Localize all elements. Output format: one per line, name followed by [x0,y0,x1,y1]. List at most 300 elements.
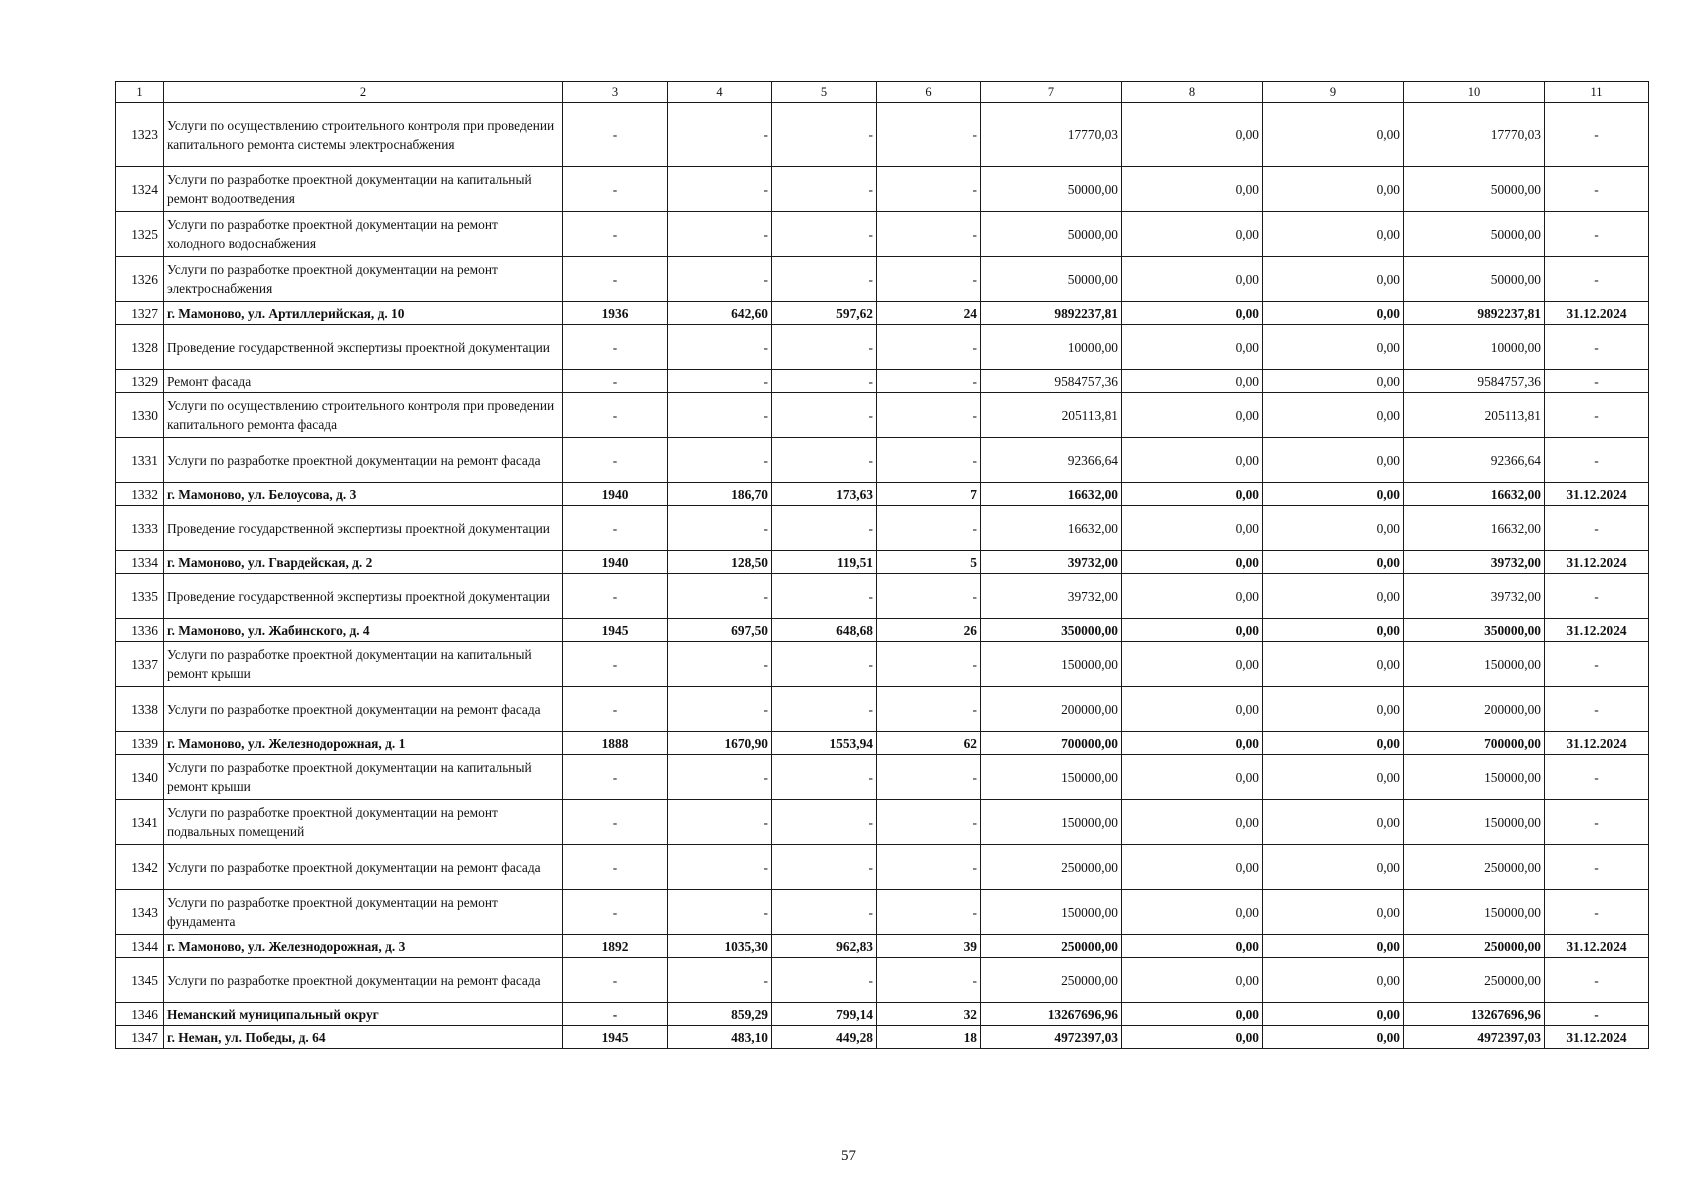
row-number-cell: 1323 [116,103,164,167]
cost-column-10-cell: 17770,03 [1404,103,1545,167]
year-built-cell: - [563,393,668,438]
work-description-cell: Услуги по разработке проектной документации на капитальный ремонт крыши [164,755,563,800]
column-number-8: 8 [1122,82,1263,103]
total-area-cell: - [668,687,772,732]
living-area-cell: - [772,257,877,302]
work-item-row [116,687,1649,732]
column-number-9: 9 [1263,82,1404,103]
living-area-cell: - [772,574,877,619]
total-cost-cell: 10000,00 [981,325,1122,370]
row-number-cell: 1343 [116,890,164,935]
work-item-row [116,958,1649,1003]
work-item-row [116,755,1649,800]
year-built-cell: - [563,1003,668,1026]
cost-column-9-cell: 0,00 [1263,1003,1404,1026]
column-number-7: 7 [981,82,1122,103]
work-description-cell: г. Мамоново, ул. Гвардейская, д. 2 [164,551,563,574]
work-item-row [116,642,1649,687]
cost-column-10-cell: 150000,00 [1404,800,1545,845]
work-description-cell: Услуги по разработке проектной документации на ремонт холодного водоснабжения [164,212,563,257]
work-description-cell: Услуги по разработке проектной документации на ремонт фасада [164,438,563,483]
residents-count-cell: - [877,438,981,483]
living-area-cell: - [772,958,877,1003]
total-area-cell: 697,50 [668,619,772,642]
total-cost-cell: 150000,00 [981,890,1122,935]
residents-count-cell: - [877,167,981,212]
cost-column-10-cell: 39732,00 [1404,551,1545,574]
total-cost-cell: 150000,00 [981,642,1122,687]
row-number-cell: 1338 [116,687,164,732]
cost-column-10-cell: 10000,00 [1404,325,1545,370]
address-row [116,619,1649,642]
residents-count-cell: - [877,370,981,393]
work-item-row [116,325,1649,370]
cost-column-8-cell: 0,00 [1122,551,1263,574]
total-cost-cell: 16632,00 [981,506,1122,551]
completion-date-cell: 31.12.2024 [1545,935,1649,958]
row-number-cell: 1335 [116,574,164,619]
column-number-3: 3 [563,82,668,103]
cost-column-9-cell: 0,00 [1263,935,1404,958]
cost-column-10-cell: 9892237,81 [1404,302,1545,325]
year-built-cell: - [563,257,668,302]
total-cost-cell: 250000,00 [981,935,1122,958]
total-cost-cell: 17770,03 [981,103,1122,167]
residents-count-cell: - [877,103,981,167]
year-built-cell: 1936 [563,302,668,325]
column-number-4: 4 [668,82,772,103]
completion-date-cell: - [1545,506,1649,551]
cost-column-10-cell: 150000,00 [1404,642,1545,687]
total-cost-cell: 39732,00 [981,574,1122,619]
work-item-row [116,257,1649,302]
completion-date-cell: - [1545,890,1649,935]
cost-column-9-cell: 0,00 [1263,103,1404,167]
cost-column-9-cell: 0,00 [1263,845,1404,890]
cost-column-8-cell: 0,00 [1122,687,1263,732]
total-area-cell: 483,10 [668,1026,772,1049]
work-item-row [116,506,1649,551]
work-description-cell: Услуги по разработке проектной документации на ремонт фундамента [164,890,563,935]
work-description-cell: Услуги по разработке проектной документации на ремонт фасада [164,845,563,890]
cost-column-9-cell: 0,00 [1263,755,1404,800]
cost-column-8-cell: 0,00 [1122,890,1263,935]
living-area-cell: - [772,890,877,935]
living-area-cell: - [772,393,877,438]
total-cost-cell: 50000,00 [981,257,1122,302]
cost-column-8-cell: 0,00 [1122,483,1263,506]
residents-count-cell: 7 [877,483,981,506]
cost-column-10-cell: 16632,00 [1404,483,1545,506]
row-number-cell: 1342 [116,845,164,890]
total-cost-cell: 350000,00 [981,619,1122,642]
work-item-row [116,393,1649,438]
residents-count-cell: - [877,393,981,438]
work-item-row [116,370,1649,393]
column-number-11: 11 [1545,82,1649,103]
cost-column-10-cell: 350000,00 [1404,619,1545,642]
cost-column-9-cell: 0,00 [1263,687,1404,732]
address-row [116,302,1649,325]
completion-date-cell: - [1545,370,1649,393]
total-area-cell: - [668,167,772,212]
cost-column-9-cell: 0,00 [1263,1026,1404,1049]
cost-column-8-cell: 0,00 [1122,438,1263,483]
living-area-cell: 1553,94 [772,732,877,755]
year-built-cell: - [563,755,668,800]
total-area-cell: - [668,506,772,551]
column-number-6: 6 [877,82,981,103]
residents-count-cell: - [877,212,981,257]
total-area-cell: 128,50 [668,551,772,574]
residents-count-cell: 32 [877,1003,981,1026]
cost-column-8-cell: 0,00 [1122,1026,1263,1049]
living-area-cell: - [772,103,877,167]
residents-count-cell: - [877,845,981,890]
cost-column-8-cell: 0,00 [1122,845,1263,890]
residents-count-cell: 5 [877,551,981,574]
living-area-cell: 799,14 [772,1003,877,1026]
row-number-cell: 1346 [116,1003,164,1026]
total-area-cell: - [668,257,772,302]
completion-date-cell: - [1545,845,1649,890]
work-description-cell: Неманский муниципальный округ [164,1003,563,1026]
year-built-cell: - [563,890,668,935]
year-built-cell: - [563,438,668,483]
living-area-cell: - [772,438,877,483]
cost-column-9-cell: 0,00 [1263,619,1404,642]
work-description-cell: Услуги по осуществлению строительного контроля при проведении капитального ремонта системы электроснабжения [164,103,563,167]
column-number-10: 10 [1404,82,1545,103]
row-number-cell: 1340 [116,755,164,800]
work-description-cell: г. Мамоново, ул. Железнодорожная, д. 3 [164,935,563,958]
cost-column-8-cell: 0,00 [1122,958,1263,1003]
cost-column-10-cell: 200000,00 [1404,687,1545,732]
cost-column-10-cell: 16632,00 [1404,506,1545,551]
living-area-cell: - [772,212,877,257]
work-description-cell: Услуги по разработке проектной документации на ремонт фасада [164,958,563,1003]
cost-column-9-cell: 0,00 [1263,325,1404,370]
living-area-cell: - [772,642,877,687]
year-built-cell: 1888 [563,732,668,755]
cost-column-9-cell: 0,00 [1263,257,1404,302]
year-built-cell: - [563,958,668,1003]
total-area-cell: 1035,30 [668,935,772,958]
residents-count-cell: - [877,755,981,800]
row-number-cell: 1327 [116,302,164,325]
work-description-cell: г. Мамоново, ул. Артиллерийская, д. 10 [164,302,563,325]
total-cost-cell: 150000,00 [981,755,1122,800]
residents-count-cell: 39 [877,935,981,958]
residents-count-cell: - [877,800,981,845]
row-number-cell: 1332 [116,483,164,506]
living-area-cell: 962,83 [772,935,877,958]
cost-column-9-cell: 0,00 [1263,732,1404,755]
total-cost-cell: 4972397,03 [981,1026,1122,1049]
completion-date-cell: 31.12.2024 [1545,302,1649,325]
total-cost-cell: 200000,00 [981,687,1122,732]
completion-date-cell: - [1545,755,1649,800]
work-item-row [116,890,1649,935]
row-number-cell: 1328 [116,325,164,370]
year-built-cell: 1940 [563,551,668,574]
residents-count-cell: - [877,257,981,302]
cost-column-8-cell: 0,00 [1122,302,1263,325]
total-cost-cell: 9892237,81 [981,302,1122,325]
total-cost-cell: 700000,00 [981,732,1122,755]
year-built-cell: 1945 [563,619,668,642]
work-item-row [116,845,1649,890]
cost-column-10-cell: 9584757,36 [1404,370,1545,393]
cost-column-10-cell: 50000,00 [1404,167,1545,212]
row-number-cell: 1337 [116,642,164,687]
cost-column-8-cell: 0,00 [1122,325,1263,370]
row-number-cell: 1345 [116,958,164,1003]
work-item-row [116,167,1649,212]
living-area-cell: - [772,325,877,370]
completion-date-cell: - [1545,958,1649,1003]
cost-column-9-cell: 0,00 [1263,438,1404,483]
completion-date-cell: 31.12.2024 [1545,483,1649,506]
cost-column-10-cell: 150000,00 [1404,890,1545,935]
row-number-cell: 1324 [116,167,164,212]
work-description-cell: Ремонт фасада [164,370,563,393]
cost-column-10-cell: 4972397,03 [1404,1026,1545,1049]
completion-date-cell: 31.12.2024 [1545,619,1649,642]
row-number-cell: 1336 [116,619,164,642]
cost-column-9-cell: 0,00 [1263,506,1404,551]
year-built-cell: 1892 [563,935,668,958]
work-description-cell: Услуги по разработке проектной документации на ремонт подвальных помещений [164,800,563,845]
address-row [116,551,1649,574]
living-area-cell: - [772,167,877,212]
completion-date-cell: - [1545,1003,1649,1026]
living-area-cell: 597,62 [772,302,877,325]
residents-count-cell: 24 [877,302,981,325]
total-area-cell: - [668,103,772,167]
cost-column-8-cell: 0,00 [1122,732,1263,755]
completion-date-cell: 31.12.2024 [1545,732,1649,755]
total-area-cell: - [668,800,772,845]
total-cost-cell: 250000,00 [981,845,1122,890]
completion-date-cell: - [1545,212,1649,257]
total-cost-cell: 16632,00 [981,483,1122,506]
row-number-cell: 1329 [116,370,164,393]
cost-column-8-cell: 0,00 [1122,935,1263,958]
work-description-cell: Услуги по разработке проектной документации на ремонт электроснабжения [164,257,563,302]
cost-column-10-cell: 50000,00 [1404,212,1545,257]
address-row [116,483,1649,506]
row-number-cell: 1333 [116,506,164,551]
work-item-row [116,438,1649,483]
completion-date-cell: - [1545,325,1649,370]
work-item-row [116,574,1649,619]
total-area-cell: - [668,212,772,257]
cost-column-9-cell: 0,00 [1263,551,1404,574]
year-built-cell: - [563,103,668,167]
row-number-cell: 1331 [116,438,164,483]
cost-column-10-cell: 50000,00 [1404,257,1545,302]
year-built-cell: - [563,212,668,257]
cost-column-10-cell: 700000,00 [1404,732,1545,755]
row-number-cell: 1341 [116,800,164,845]
work-description-cell: Проведение государственной экспертизы проектной документации [164,506,563,551]
cost-column-9-cell: 0,00 [1263,483,1404,506]
living-area-cell: - [772,845,877,890]
cost-column-9-cell: 0,00 [1263,800,1404,845]
cost-column-9-cell: 0,00 [1263,642,1404,687]
work-description-cell: Проведение государственной экспертизы проектной документации [164,325,563,370]
row-number-cell: 1334 [116,551,164,574]
row-number-cell: 1344 [116,935,164,958]
year-built-cell: - [563,574,668,619]
total-cost-cell: 13267696,96 [981,1003,1122,1026]
year-built-cell: - [563,370,668,393]
cost-column-9-cell: 0,00 [1263,167,1404,212]
living-area-cell: - [772,800,877,845]
residents-count-cell: 18 [877,1026,981,1049]
living-area-cell: - [772,755,877,800]
total-area-cell: - [668,370,772,393]
address-row [116,1003,1649,1026]
cost-column-10-cell: 250000,00 [1404,845,1545,890]
cost-column-10-cell: 205113,81 [1404,393,1545,438]
total-cost-cell: 50000,00 [981,212,1122,257]
work-description-cell: Услуги по разработке проектной документации на ремонт фасада [164,687,563,732]
completion-date-cell: - [1545,103,1649,167]
year-built-cell: 1945 [563,1026,668,1049]
row-number-cell: 1326 [116,257,164,302]
living-area-cell: - [772,370,877,393]
address-row [116,1026,1649,1049]
cost-column-8-cell: 0,00 [1122,103,1263,167]
cost-column-8-cell: 0,00 [1122,755,1263,800]
living-area-cell: - [772,506,877,551]
table-body [116,82,1649,1049]
total-area-cell: - [668,890,772,935]
cost-column-10-cell: 150000,00 [1404,755,1545,800]
year-built-cell: - [563,325,668,370]
completion-date-cell: - [1545,574,1649,619]
cost-column-9-cell: 0,00 [1263,574,1404,619]
residents-count-cell: - [877,890,981,935]
work-description-cell: Услуги по разработке проектной документации на капитальный ремонт крыши [164,642,563,687]
cost-column-8-cell: 0,00 [1122,257,1263,302]
total-area-cell: 642,60 [668,302,772,325]
year-built-cell: - [563,506,668,551]
cost-column-8-cell: 0,00 [1122,393,1263,438]
total-cost-cell: 250000,00 [981,958,1122,1003]
cost-column-8-cell: 0,00 [1122,370,1263,393]
total-cost-cell: 92366,64 [981,438,1122,483]
year-built-cell: - [563,845,668,890]
work-description-cell: Услуги по осуществлению строительного контроля при проведении капитального ремонта фасада [164,393,563,438]
cost-column-10-cell: 39732,00 [1404,574,1545,619]
cost-column-8-cell: 0,00 [1122,642,1263,687]
cost-column-8-cell: 0,00 [1122,1003,1263,1026]
total-area-cell: 1670,90 [668,732,772,755]
completion-date-cell: - [1545,642,1649,687]
total-cost-cell: 39732,00 [981,551,1122,574]
address-row [116,935,1649,958]
residents-count-cell: - [877,574,981,619]
address-row [116,732,1649,755]
residents-count-cell: - [877,325,981,370]
total-area-cell: - [668,642,772,687]
residents-count-cell: - [877,506,981,551]
year-built-cell: - [563,642,668,687]
cost-column-8-cell: 0,00 [1122,212,1263,257]
total-cost-cell: 205113,81 [981,393,1122,438]
column-number-header-row [116,82,1649,103]
cost-column-9-cell: 0,00 [1263,958,1404,1003]
work-description-cell: Проведение государственной экспертизы проектной документации [164,574,563,619]
total-cost-cell: 9584757,36 [981,370,1122,393]
cost-column-9-cell: 0,00 [1263,393,1404,438]
completion-date-cell: - [1545,257,1649,302]
total-area-cell: - [668,325,772,370]
completion-date-cell: - [1545,167,1649,212]
row-number-cell: 1347 [116,1026,164,1049]
cost-column-9-cell: 0,00 [1263,212,1404,257]
total-area-cell: - [668,438,772,483]
cost-column-8-cell: 0,00 [1122,506,1263,551]
completion-date-cell: - [1545,800,1649,845]
total-area-cell: 859,29 [668,1003,772,1026]
year-built-cell: 1940 [563,483,668,506]
completion-date-cell: 31.12.2024 [1545,551,1649,574]
completion-date-cell: - [1545,438,1649,483]
total-area-cell: - [668,845,772,890]
work-description-cell: г. Мамоново, ул. Жабинского, д. 4 [164,619,563,642]
work-item-row [116,212,1649,257]
year-built-cell: - [563,800,668,845]
total-area-cell: 186,70 [668,483,772,506]
year-built-cell: - [563,687,668,732]
completion-date-cell: - [1545,687,1649,732]
cost-column-10-cell: 13267696,96 [1404,1003,1545,1026]
column-number-5: 5 [772,82,877,103]
residents-count-cell: - [877,958,981,1003]
column-number-1: 1 [116,82,164,103]
total-area-cell: - [668,755,772,800]
total-cost-cell: 50000,00 [981,167,1122,212]
cost-column-8-cell: 0,00 [1122,619,1263,642]
cost-column-9-cell: 0,00 [1263,302,1404,325]
living-area-cell: 173,63 [772,483,877,506]
row-number-cell: 1325 [116,212,164,257]
cost-column-8-cell: 0,00 [1122,800,1263,845]
living-area-cell: - [772,687,877,732]
completion-date-cell: - [1545,393,1649,438]
residents-count-cell: 62 [877,732,981,755]
cost-column-10-cell: 250000,00 [1404,958,1545,1003]
column-number-2: 2 [164,82,563,103]
document-table [115,81,1649,1049]
residents-count-cell: - [877,687,981,732]
page-number: 57 [841,1148,856,1164]
residents-count-cell: 26 [877,619,981,642]
residents-count-cell: - [877,642,981,687]
cost-column-8-cell: 0,00 [1122,167,1263,212]
total-cost-cell: 150000,00 [981,800,1122,845]
living-area-cell: 648,68 [772,619,877,642]
total-area-cell: - [668,393,772,438]
work-description-cell: г. Неман, ул. Победы, д. 64 [164,1026,563,1049]
row-number-cell: 1330 [116,393,164,438]
cost-column-8-cell: 0,00 [1122,574,1263,619]
work-description-cell: г. Мамоново, ул. Белоусова, д. 3 [164,483,563,506]
